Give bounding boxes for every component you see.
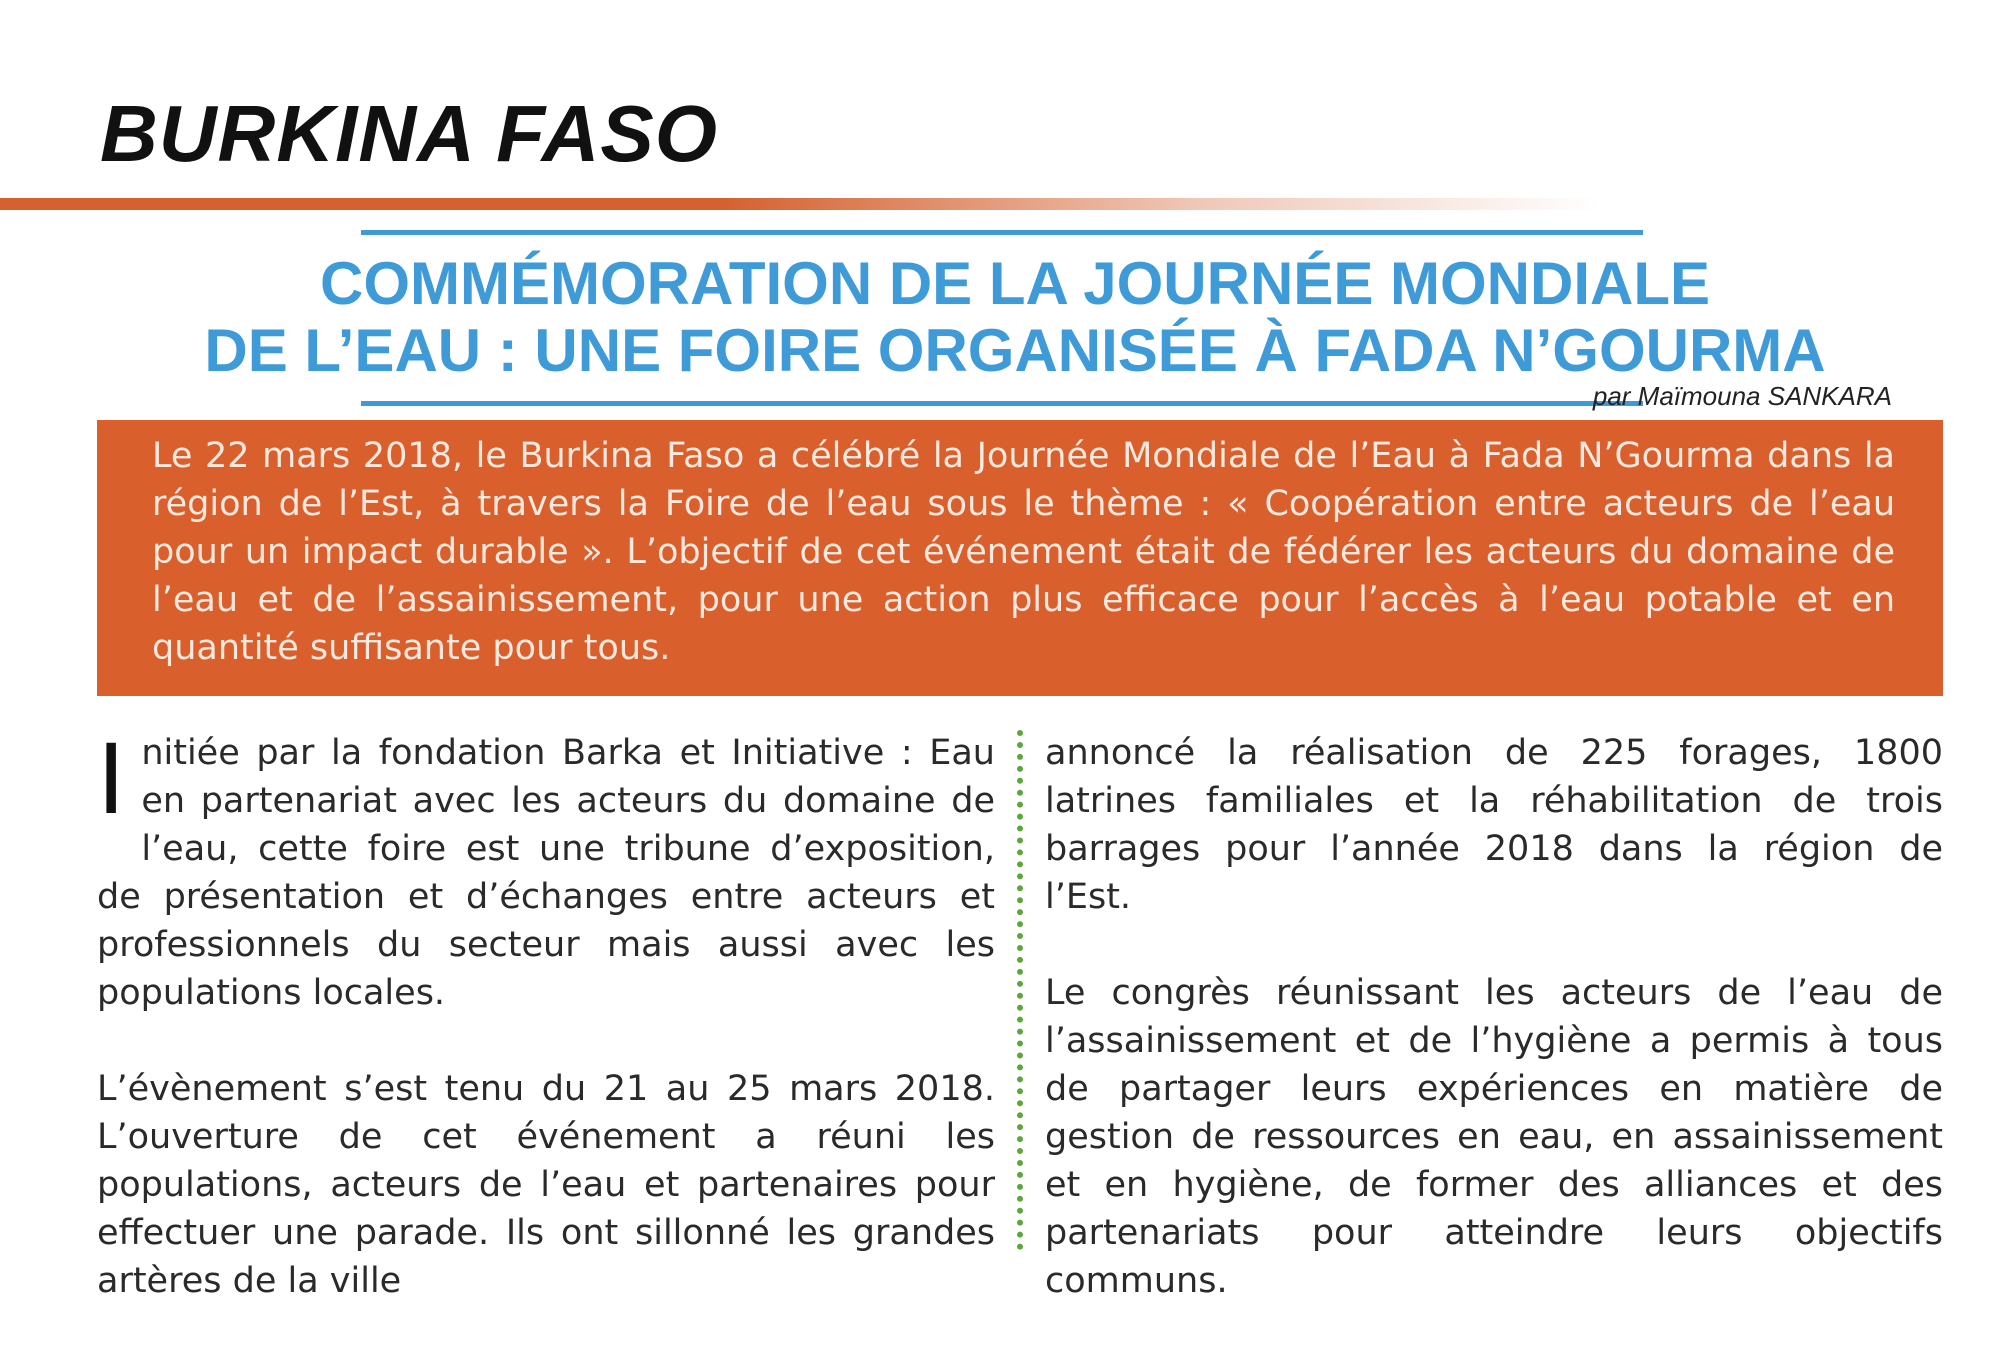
section-underline: [0, 198, 1600, 210]
headline-line-2: DE L’EAU : UNE FOIRE ORGANISÉE À FADA N’GOURMA: [204, 317, 1826, 384]
article-headline: [90, 250, 1940, 384]
left-paragraph-1: [97, 724, 995, 1017]
lead-box: [97, 420, 1943, 696]
right-paragraph-1: annoncé la réalisation de 225 forages, 1800 latrines familiales et la réhabilitation de trois barrages pour l’année 2018 dans la région de l’Est.: [1045, 733, 1943, 917]
author-byline: par Maïmouna SANKARA: [1592, 381, 1892, 411]
headline-top-rule: [361, 230, 1643, 235]
headline-bottom-rule: [361, 401, 1643, 406]
lead-paragraph: Le 22 mars 2018, le Burkina Faso a célébré la Journée Mondiale de l’Eau à Fada N’Gourma dans la région de l’Est, à travers la Foire de l’eau sous le thème : « Coopération entre acteurs de l’eau pour un impact durable ». L’objectif de cet événement était de fédérer les acteurs du domaine de l’eau et de l’assainissement, pour une action plus efficace pour l’accès à l’eau potable et en quantité suffisante pour tous.: [152, 436, 1895, 668]
right-paragraph-2: Le congrès réunissant les acteurs de l’eau de l’assainissement et de l’hygiène a permis à tous de partager leurs expériences en matière de gestion de ressources en eau, en assainissement et en hygiène, de former des alliances et des partenariats pour atteindre leurs objectifs communs.: [1045, 973, 1943, 1301]
right-column: [1045, 729, 1943, 1353]
left-paragraph-1-text: nitiée par la fondation Barka et Initiative : Eau en partenariat avec les acteurs du domaine de l’eau, cette foire est une tribune d’exposition, de présentation et d’échanges entre acteurs et professionnels du secteur mais aussi avec les populations locales.: [97, 733, 995, 1013]
left-column: [97, 724, 995, 1353]
headline-line-1: COMMÉMORATION DE LA JOURNÉE MONDIALE: [320, 250, 1710, 317]
left-paragraph-2: L’évènement s’est tenu du 21 au 25 mars 2018. L’ouverture de cet événement a réuni les populations, acteurs de l’eau et partenaires pour effectuer une parade. Ils ont sillonné les grandes artères de la ville: [97, 1069, 995, 1301]
column-divider: [1017, 730, 1023, 1250]
drop-cap: I: [97, 724, 126, 836]
section-title: BURKINA FASO: [100, 89, 718, 178]
